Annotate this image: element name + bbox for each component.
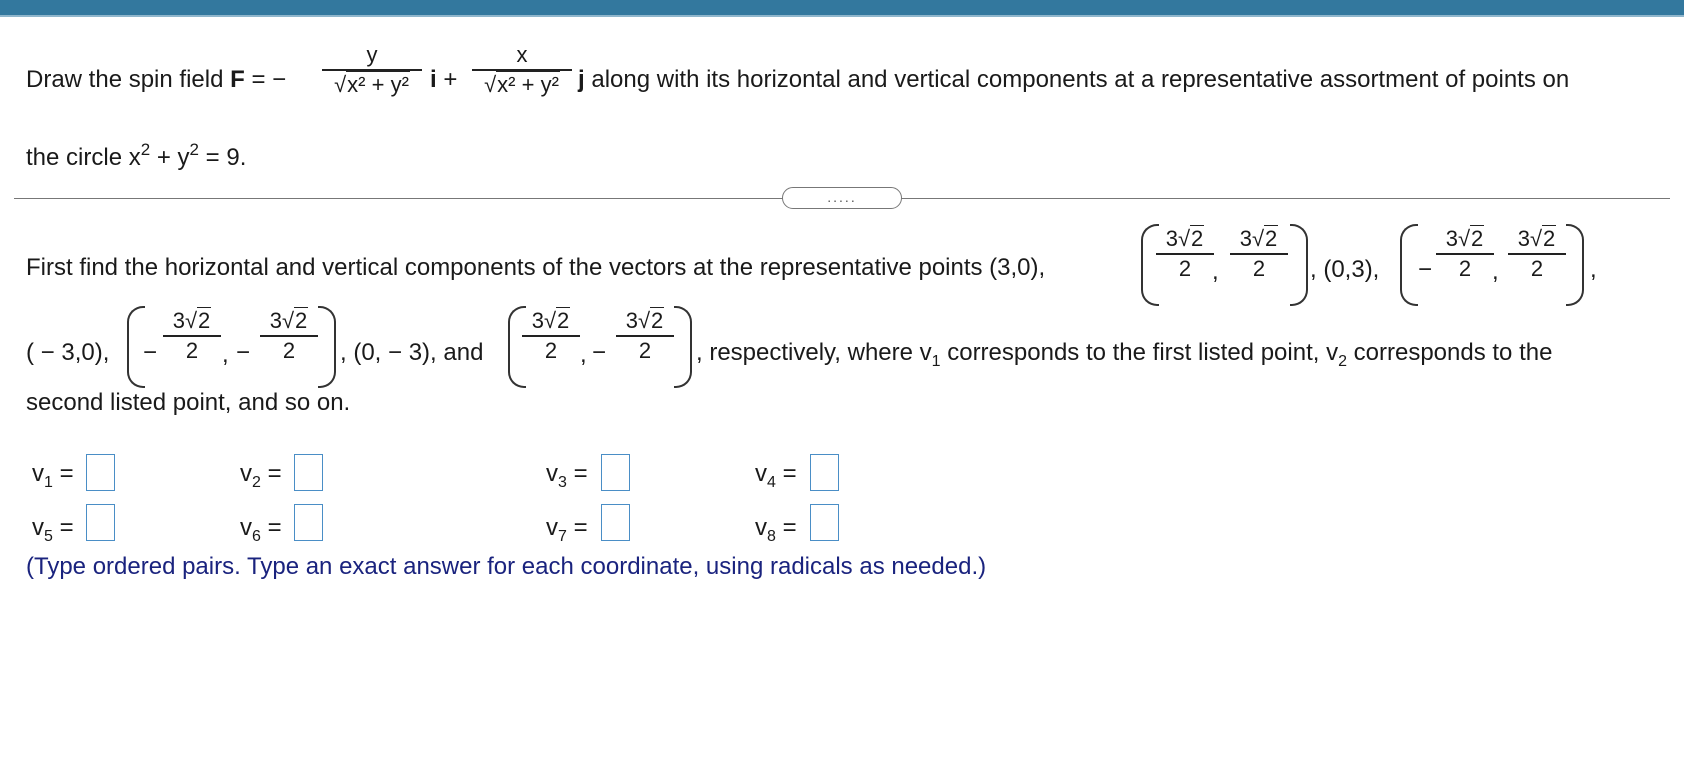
radicand: 2 [295,308,308,333]
point-6-y [260,310,318,362]
v7-input[interactable] [601,504,630,541]
v5-input[interactable] [86,504,115,541]
coef: 3 [172,308,185,333]
v6-label: $v_6$ = [240,514,282,545]
fraction-2-radicand: x² + y² [497,71,559,97]
radicand: 2 [651,308,664,333]
frac-bar [1230,253,1288,255]
denominator: 2 [544,337,558,363]
fraction-1-radicand: x² + y² [347,71,409,97]
point-4-x [1436,228,1494,280]
point-0-3: , (0,3), [1310,256,1380,283]
instruction-line-1: First find the horizontal and vertical components of the vectors at the representative points (3,0), [26,254,1046,281]
negative-sign: − [592,339,607,366]
v2-label: $v_2$ = [240,460,282,491]
coef: 3 [269,308,282,333]
v4-input[interactable] [810,454,839,491]
point-8-y [616,310,674,362]
v8-label: $v_8$ = [755,514,797,545]
coef: 3 [1445,226,1458,251]
fraction-1-numerator: y [366,42,378,67]
radicand: 2 [1191,226,1204,251]
expand-button[interactable]: ..... [782,187,902,209]
point-2-x [1156,228,1214,280]
point-8-x [522,310,580,362]
right-paren-icon [674,306,692,388]
tail-text-a: , respectively, where v [696,339,932,366]
comma: , [1212,258,1219,285]
top-header-accent-line [0,15,1684,17]
denominator: 2 [1458,255,1472,281]
v3-input[interactable] [601,454,630,491]
sqrt-icon: √ [637,308,651,333]
point-4-y [1508,228,1566,280]
answer-format-note: (Type ordered pairs. Type an exact answer for each coordinate, using radicals as needed.) [26,553,987,580]
sqrt-icon: √ [484,71,497,97]
v1-input[interactable] [86,454,115,491]
radicand: 2 [198,308,211,333]
right-paren-icon [1566,224,1584,306]
radicand: 2 [1265,226,1278,251]
comma: , [222,341,229,368]
point-6-x [163,310,221,362]
comma: , [1590,256,1597,283]
negative-sign: − [236,339,251,366]
unit-vector-j: j [578,66,585,93]
v2-input[interactable] [294,454,323,491]
sqrt-icon: √ [281,308,295,333]
subscript-1: 1 [931,353,941,370]
denominator: 2 [1530,255,1544,281]
subscript-2: 2 [1338,353,1347,370]
instruction-tail [696,339,1553,370]
frac-bar [1508,253,1566,255]
exponent-x: 2 [140,140,151,159]
sqrt-icon: √ [334,71,347,97]
sqrt-icon: √ [543,308,557,333]
top-header-bar [0,0,1684,15]
fraction-2-numerator: x [516,42,528,67]
problem-rest [578,68,1569,92]
v8-input[interactable] [810,504,839,541]
plus-sign: + [443,66,458,93]
tail-text-b: corresponds to the first listed point, v [940,339,1339,366]
field-fraction-2 [472,44,572,96]
frac-bar [260,335,318,337]
sqrt-icon: √ [1529,226,1543,251]
coef: 3 [1517,226,1530,251]
frac-bar [163,335,221,337]
point-2-y [1230,228,1288,280]
v4-label: $v_4$ = [755,460,797,491]
exponent-y: 2 [189,140,199,159]
radicand: 2 [557,308,570,333]
v3-label: $v_3$ = [546,460,588,491]
right-paren-icon [318,306,336,388]
frac-bar [1436,253,1494,255]
problem-circle [26,140,247,171]
right-paren-icon [1290,224,1308,306]
fraction-1-denominator [322,71,422,97]
equals-sign: = [251,66,266,93]
problem-intro-text: Draw the spin field [26,66,224,93]
negative-sign: − [143,339,158,366]
point-0-minus3: , (0, − 3), and [340,339,484,366]
field-symbol: F [230,66,245,93]
v7-label: $v_7$ = [546,514,588,545]
tail-text-c: corresponds to the [1346,339,1553,366]
sqrt-icon: √ [1177,226,1191,251]
sqrt-icon: √ [1457,226,1471,251]
sqrt-icon: √ [184,308,198,333]
field-fraction-1 [322,44,422,96]
comma: , [1492,258,1499,285]
point-minus3-0: ( − 3,0), [26,339,110,366]
denominator: 2 [1178,255,1192,281]
instruction-line-3: second listed point, and so on. [26,389,351,416]
denominator: 2 [185,337,199,363]
fraction-2-denominator [472,71,572,97]
coef: 3 [1165,226,1178,251]
radicand: 2 [1471,226,1484,251]
problem-rest-text: along with its horizontal and vertical components at a representative assortment of points on [591,66,1570,93]
i-component [430,68,457,92]
v1-label: $v_1$ = [32,460,74,491]
circle-text-a: the circle x [26,144,141,171]
frac-bar [1156,253,1214,255]
v5-label: $v_5$ = [32,514,74,545]
negative-sign: − [1418,256,1433,283]
unit-vector-i: i [430,66,437,93]
frac-bar [616,335,674,337]
minus-sign: − [272,66,287,93]
denominator: 2 [1252,255,1266,281]
frac-bar [522,335,580,337]
coef: 3 [1239,226,1252,251]
problem-intro [26,68,286,92]
coef: 3 [625,308,638,333]
coef: 3 [531,308,544,333]
left-paren-icon [1400,224,1418,306]
denominator: 2 [638,337,652,363]
denominator: 2 [282,337,296,363]
radicand: 2 [1543,226,1556,251]
circle-text-b: + y [150,144,190,171]
comma: , [580,341,587,368]
sqrt-icon: √ [1251,226,1265,251]
v6-input[interactable] [294,504,323,541]
circle-text-c: = 9. [199,144,247,171]
